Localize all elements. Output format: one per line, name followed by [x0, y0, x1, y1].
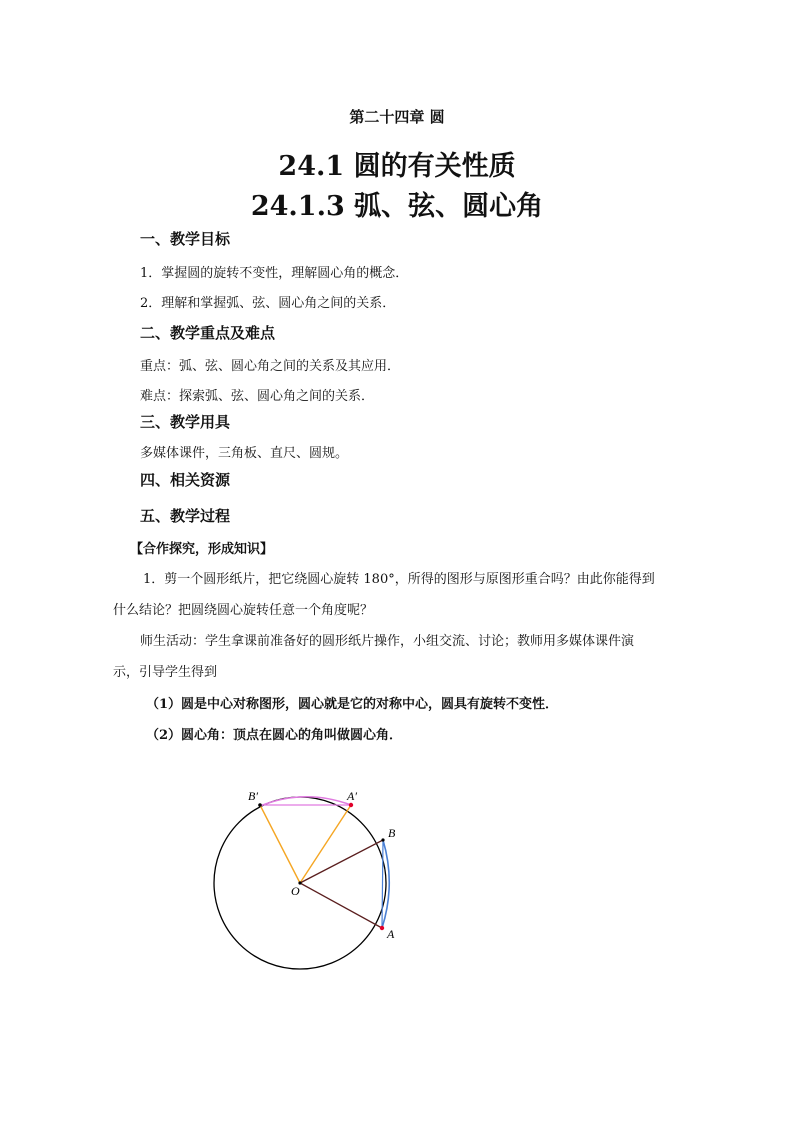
subsection-title: 24.1.3 弧、弦、圆心角	[250, 191, 544, 222]
tools-text: 多媒体课件，三角板、直尺、圆规。	[140, 446, 349, 461]
chord-ab	[382, 840, 383, 928]
key-point: 重点：弧、弦、圆心角之间的关系及其应用．	[140, 359, 401, 374]
radius-oa-prime	[300, 805, 351, 883]
process-heading: 五、教学过程	[140, 507, 231, 525]
activity-line-2: 示，引导学生得到	[113, 665, 218, 680]
key-heading: 二、教学重点及难点	[140, 324, 276, 342]
tools-heading: 三、教学用具	[140, 413, 231, 431]
resources-heading: 四、相关资源	[140, 471, 231, 489]
point-a	[380, 926, 384, 930]
question-1-line-1: 1．剪一个圆形纸片，把它绕圆心旋转 180°，所得的图形与原图形重合吗？由此你能得到	[143, 572, 655, 587]
goals-heading: 一、教学目标	[140, 230, 231, 248]
section-title: 24.1 圆的有关性质	[278, 151, 516, 182]
goal-2: 2．理解和掌握弧、弦、圆心角之间的关系．	[140, 296, 396, 311]
difficult-point: 难点：探索弧、弦、圆心角之间的关系．	[140, 389, 375, 404]
radius-ob-prime	[260, 805, 300, 883]
explore-tag: 【合作探究，形成知识】	[130, 542, 274, 557]
activity-line-1: 师生活动：学生拿课前准备好的圆形纸片操作，小组交流、讨论；教师用多媒体课件演	[140, 634, 635, 649]
point-a-prime	[349, 803, 353, 807]
circle-figure	[200, 780, 420, 980]
label-b-prime: B′	[248, 789, 258, 803]
point-b-prime	[258, 803, 262, 807]
radius-ob	[300, 840, 383, 883]
point-b	[381, 838, 384, 841]
question-1-line-2: 什么结论？把圆绕圆心旋转任意一个角度呢？	[113, 603, 374, 618]
label-a-prime: A′	[347, 789, 357, 803]
conclusion-1: （1）圆是中心对称图形，圆心就是它的对称中心，圆具有旋转不变性．	[146, 697, 559, 712]
conclusion-2: （2）圆心角：顶点在圆心的角叫做圆心角．	[146, 728, 403, 743]
label-o: O	[291, 884, 300, 898]
radius-oa	[300, 883, 382, 928]
chapter-title: 第二十四章 圆	[349, 108, 445, 126]
label-b: B	[388, 826, 396, 840]
label-a: A	[387, 927, 395, 941]
goal-1: 1．掌握圆的旋转不变性，理解圆心角的概念．	[140, 266, 409, 281]
